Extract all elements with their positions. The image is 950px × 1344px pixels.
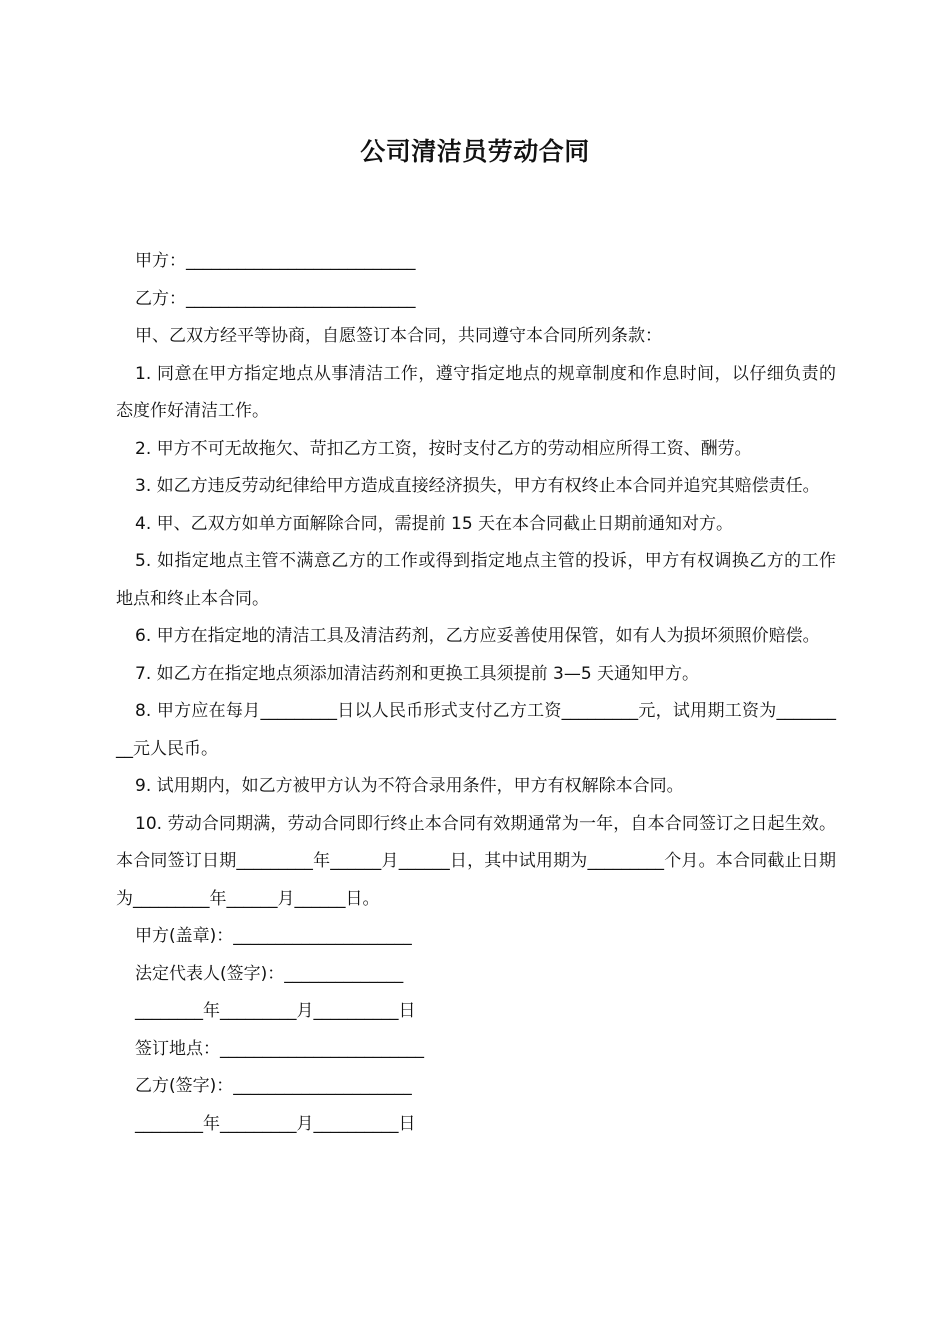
party-b-date-line: ________年_________月__________日	[135, 1113, 416, 1134]
clause-8: 8. 甲方应在每月_________日以人民币形式支付乙方工资_________元，试用期工资为_________元人民币。	[116, 701, 836, 759]
clause-7: 7. 如乙方在指定地点须添加清洁药剂和更换工具须提前 3—5 天通知甲方。	[135, 663, 700, 684]
clause-4: 4. 甲、乙双方如单方面解除合同，需提前 15 天在本合同截止日期前通知对方。	[135, 513, 734, 534]
clause-1: 1. 同意在甲方指定地点从事清洁工作，遵守指定地点的规章制度和作息时间，以仔细负责的态度作好清洁工作。	[116, 363, 836, 421]
contract-body	[116, 243, 836, 1143]
legal-representative-line: 法定代表人(签字)：______________	[135, 963, 404, 984]
clause-10: 10. 劳动合同期满，劳动合同即行终止本合同有效期通常为一年，自本合同签订之日起生效。本合同签订日期_________年______月______日，其中试用期为_________个月。本合同截止日期为_________年______月______日。	[116, 813, 836, 909]
clause-2: 2. 甲方不可无故拖欠、苛扣乙方工资，按时支付乙方的劳动相应所得工资、酬劳。	[135, 438, 752, 459]
clause-3: 3. 如乙方违反劳动纪律给甲方造成直接经济损失，甲方有权终止本合同并追究其赔偿责任。	[135, 476, 820, 496]
clause-9: 9. 试用期内，如乙方被甲方认为不符合录用条件，甲方有权解除本合同。	[135, 776, 684, 796]
intro-paragraph: 甲、乙双方经平等协商，自愿签订本合同，共同遵守本合同所列条款：	[135, 326, 662, 346]
clause-5: 5. 如指定地点主管不满意乙方的工作或得到指定地点主管的投诉，甲方有权调换乙方的工作地点和终止本合同。	[116, 551, 836, 609]
page-title: 公司清洁员劳动合同	[360, 137, 590, 166]
party-b-signature-line: 乙方(签字)：_____________________	[135, 1076, 412, 1096]
signing-place-line: 签订地点：________________________	[135, 1038, 424, 1059]
clause-6: 6. 甲方在指定地的清洁工具及清洁药剂，乙方应妥善使用保管，如有人为损坏须照价赔偿。	[135, 626, 820, 646]
party-b-line: 乙方：___________________________	[135, 288, 416, 309]
party-a-date-line: ________年_________月__________日	[135, 1001, 416, 1021]
party-a-seal-line: 甲方(盖章)：_____________________	[135, 926, 412, 946]
party-a-line: 甲方：___________________________	[135, 251, 416, 271]
